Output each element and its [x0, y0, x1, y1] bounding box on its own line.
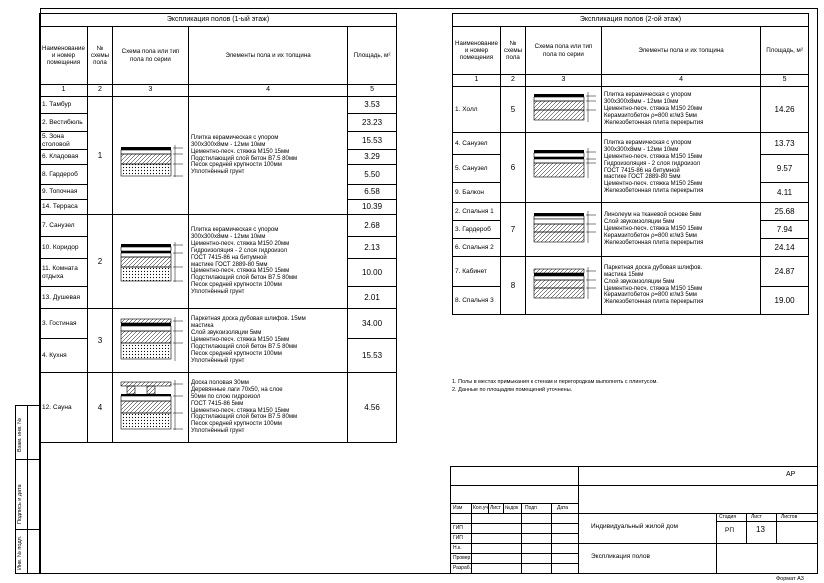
element-line: Песок средней крупности 100мм [190, 421, 282, 428]
element-line: Уплотнённый грунт [190, 357, 245, 364]
element-line: Слой звукоизоляции 5мм [603, 219, 675, 226]
element-line: 300х300х8мм - 12мм 10мм [190, 233, 266, 240]
header-room: Наименование и номер помещения [40, 27, 88, 85]
scheme-number: 6 [500, 133, 525, 203]
room-name: 4. Санузел [453, 133, 501, 155]
room-name: 1. Тамбур [40, 97, 88, 114]
room-area: 10.00 [348, 259, 397, 287]
side-stamp-strip [15, 405, 40, 574]
floor2-explication-table [452, 13, 809, 315]
room-area: 14.26 [761, 87, 809, 133]
project-name: Индивидуальный жилой дом [591, 523, 679, 530]
index-cell: 4 [188, 85, 347, 97]
element-line: мастике ГОСТ 2889-80 5мм [190, 261, 268, 268]
header-elements: Элементы пола и их толщина [601, 27, 760, 75]
room-area: 5.50 [348, 165, 397, 185]
element-line: Железобетонная плита перекрытия [603, 299, 704, 306]
floor-elements-7 [601, 203, 760, 257]
element-line: Плитка керамическая с упором [603, 139, 692, 146]
signature-date-label: Подпись и дата [17, 484, 23, 524]
element-line: 300х300х8мм - 12мм 10мм [603, 99, 679, 106]
element-line: Паркетная доска дубовая шлифов. [603, 264, 703, 271]
element-line: Железобетонная плита перекрытия [603, 119, 704, 126]
element-line: Уплотнённый грунт [190, 289, 245, 296]
element-line: Цементно-песч. стяжка М150 15мм [603, 226, 703, 233]
element-line: Уплотнённый грунт [190, 428, 245, 435]
index-cell: 2 [87, 85, 112, 97]
header-scheme-no: № схемы пола [87, 27, 112, 85]
index-cell: 2 [500, 75, 525, 87]
element-line: мастика [190, 323, 214, 330]
index-cell: 5 [761, 75, 809, 87]
element-line: Керамзитобетон ρ=800 кг/м3 5мм [603, 292, 697, 299]
room-name: 6. Кладовая [40, 150, 88, 165]
col-label: Подп [525, 505, 537, 511]
room-area: 23.23 [348, 114, 397, 132]
notes [452, 378, 812, 395]
element-line: Уплотнённый грунт [190, 169, 245, 176]
col-label: Лист [490, 505, 501, 511]
floor-scheme-drawing [112, 309, 188, 373]
floor-scheme-drawing [525, 87, 601, 133]
room-name: 11. Комната отдыха [40, 259, 88, 287]
header-area: Площадь, м² [761, 27, 809, 75]
element-line: ГОСТ 7415-86 на битумной [190, 254, 267, 261]
element-line: 300х300х8мм - 12мм 10мм [190, 141, 266, 148]
element-line: Подстилающий слой бетон В7.5 80мм [190, 155, 298, 162]
floor1-title: Экспликация полов (1-ый этаж) [40, 14, 397, 27]
floor-elements-1 [188, 97, 347, 215]
element-line: Линолеум на тканевой основе 5мм [603, 212, 702, 219]
room-name: 4. Кухня [40, 339, 88, 373]
index-cell: 1 [453, 75, 501, 87]
room-area: 13.73 [761, 133, 809, 155]
header-elements: Элементы пола и их толщина [188, 27, 347, 85]
scheme-number: 5 [500, 87, 525, 133]
floor-scheme-drawing [525, 203, 601, 257]
sheet-value: 13 [756, 525, 765, 534]
element-line: Цементно-песч. стяжка М150 15мм [190, 148, 290, 155]
room-area: 25.68 [761, 203, 809, 221]
element-line: мастике ГОСТ 2889-80 5мм [603, 174, 681, 181]
room-name: 2. Вестибюль [40, 114, 88, 132]
room-name: 8. Гардероб [40, 165, 88, 185]
col-label: Изм [453, 505, 463, 511]
header-scheme: Схема пола или тип пола по серии [112, 27, 188, 85]
role-label: ГИП [453, 535, 463, 541]
inv-original-label: Инв. № подл. [17, 535, 23, 570]
element-line: Плитка керамическая с упором [603, 92, 692, 99]
title-block [450, 466, 818, 574]
element-line: Плитка керамическая с упором [190, 227, 279, 234]
floor-elements-2 [188, 215, 347, 309]
room-name: 13. Душевая [40, 287, 88, 309]
element-line: 50мм по слою гидроизол [190, 393, 261, 400]
element-line: Подстилающий слой бетон В7.5 80мм [190, 343, 298, 350]
element-line: Доска половая 30мм [190, 379, 249, 386]
col-label: №док [505, 505, 519, 511]
room-area: 19.00 [761, 287, 809, 315]
element-line: Керамзитобетон ρ=800 кг/м3 5мм [603, 112, 697, 119]
note-line: 2. Данные по площадям помещений уточнены. [452, 387, 573, 394]
scheme-number: 4 [87, 373, 112, 443]
room-area: 3.53 [348, 97, 397, 114]
sheet-label: Лист [751, 514, 762, 520]
element-line: Цементно-песч. стяжка М150 20мм [603, 106, 703, 113]
room-area: 2.68 [348, 215, 397, 237]
room-area: 34.00 [348, 309, 397, 339]
room-area: 24.14 [761, 239, 809, 257]
room-name: 6. Спальня 2 [453, 239, 501, 257]
element-line: Цементно-песч. стяжка М150 25мм [603, 181, 703, 188]
room-name: 14. Терраса [40, 200, 88, 215]
room-name: 7. Санузел [40, 215, 88, 237]
floor-scheme-drawing [112, 373, 188, 443]
sheets-label: Листов [781, 514, 798, 520]
element-line: Слой звукоизоляции 5мм [190, 330, 262, 337]
element-line: Песок средней крупности 100мм [190, 282, 282, 289]
index-cell: 1 [40, 85, 88, 97]
index-cell: 5 [348, 85, 397, 97]
floor-elements-4 [188, 373, 347, 443]
element-line: мастика 15мм [603, 271, 644, 278]
element-line: Песок средней крупности 100мм [190, 350, 282, 357]
role-label: Разраб. [453, 565, 472, 571]
index-cell: 4 [601, 75, 760, 87]
element-line: Железобетонная плита перекрытия [603, 239, 704, 246]
header-scheme: Схема пола или тип пола по серии [525, 27, 601, 75]
room-area: 4.56 [348, 373, 397, 443]
room-name: 3. Гардероб [453, 221, 501, 239]
room-area: 3.29 [348, 150, 397, 165]
element-line: Цементно-песч. стяжка М150 20мм [190, 240, 290, 247]
floor-elements-5 [601, 87, 760, 133]
room-area: 24.87 [761, 257, 809, 287]
room-area: 6.58 [348, 185, 397, 200]
element-line: Подстилающий слой бетон В7.5 80мм [190, 275, 298, 282]
room-name: 3. Гостиная [40, 309, 88, 339]
element-line: Цементно-песч. стяжка М150 15мм [603, 285, 703, 292]
floor1-explication-table [39, 13, 397, 443]
stage-value: РП [725, 527, 735, 534]
room-area: 15.53 [348, 339, 397, 373]
room-area: 10.39 [348, 200, 397, 215]
sheet-name: Экспликация полов [591, 553, 650, 560]
room-area: 4.11 [761, 183, 809, 203]
element-line: Цементно-песч. стяжка М150 15мм [190, 268, 290, 275]
scheme-number: 8 [500, 257, 525, 315]
room-name: 1. Холл [453, 87, 501, 133]
room-name: 10. Коридор [40, 237, 88, 259]
floor-scheme-drawing [525, 133, 601, 203]
room-name: 2. Спальня 1 [453, 203, 501, 221]
room-name: 9. Балкон [453, 183, 501, 203]
floor2-title: Экспликация полов (2-ой этаж) [453, 14, 809, 27]
room-name: 8. Спальня 3 [453, 287, 501, 315]
room-area: 9.57 [761, 155, 809, 183]
room-area: 7.94 [761, 221, 809, 239]
room-name: 7. Кабинет [453, 257, 501, 287]
element-line: Плитка керамическая с упором [190, 134, 279, 141]
room-name: 5. Зона столовой [40, 132, 88, 150]
floor-elements-6 [601, 133, 760, 203]
element-line: Керамзитобетон ρ=800 кг/м3 5мм [603, 232, 697, 239]
floor-scheme-drawing [525, 257, 601, 315]
col-label: Кол.уч [473, 505, 488, 511]
scheme-number: 1 [87, 97, 112, 215]
element-line: Цементно-песч. стяжка М150 15мм [190, 407, 290, 414]
element-line: ГОСТ 7415-86 5мм [190, 400, 244, 407]
floor-scheme-drawing [112, 97, 188, 215]
col-label: Дата [557, 505, 569, 511]
stage-label: Стадия [719, 514, 737, 520]
element-line: Песок средней крупности 100мм [190, 162, 282, 169]
element-line: Цементно-песч. стяжка М150 15мм [603, 153, 703, 160]
room-area: 2.13 [348, 237, 397, 259]
index-cell: 3 [112, 85, 188, 97]
element-line: Гидроизоляция - 2 слоя гидроизол [190, 247, 288, 254]
element-line: ГОСТ 7415-86 на битумной [603, 167, 680, 174]
room-area: 15.53 [348, 132, 397, 150]
floor-elements-3 [188, 309, 347, 373]
format-label: Формат А3 [776, 576, 804, 582]
index-cell: 3 [525, 75, 601, 87]
header-scheme-no: № схемы пола [500, 27, 525, 75]
room-name: 5. Санузел [453, 155, 501, 183]
element-line: 300х300х8мм - 12мм 10мм [603, 146, 679, 153]
room-name: 12. Сауна [40, 373, 88, 443]
element-line: Железобетонная плита перекрытия [603, 188, 704, 195]
header-area: Площадь, м² [348, 27, 397, 85]
element-line: Гидроизоляция - 2 слоя гидроизол [603, 160, 701, 167]
role-label: ГИП [453, 525, 463, 531]
floor-elements-8 [601, 257, 760, 315]
room-area: 2.01 [348, 287, 397, 309]
room-name: 9. Топочная [40, 185, 88, 200]
role-label: Провер. [453, 555, 472, 561]
replace-inv-label: Взам. инв. № [17, 417, 23, 452]
element-line: Деревянные лаги 70х50, на слое [190, 386, 283, 393]
header-room: Наименование и номер помещения [453, 27, 501, 75]
scheme-number: 2 [87, 215, 112, 309]
scheme-number: 3 [87, 309, 112, 373]
element-line: Слой звукоизоляции 5мм [603, 278, 675, 285]
role-label: Н.к. [453, 545, 462, 551]
doc-code: АР [786, 471, 796, 478]
floor-scheme-drawing [112, 215, 188, 309]
note-line: 1. Полы в местах примыкания к стенам и перегородкам выполнять с плинтусом. [452, 379, 658, 385]
scheme-number: 7 [500, 203, 525, 257]
element-line: Подстилающий слой бетон В7.5 80мм [190, 414, 298, 421]
element-line: Паркетная доска дубовая шлифов. 15мм [190, 316, 306, 323]
element-line: Цементно-песч. стяжка М150 15мм [190, 337, 290, 344]
